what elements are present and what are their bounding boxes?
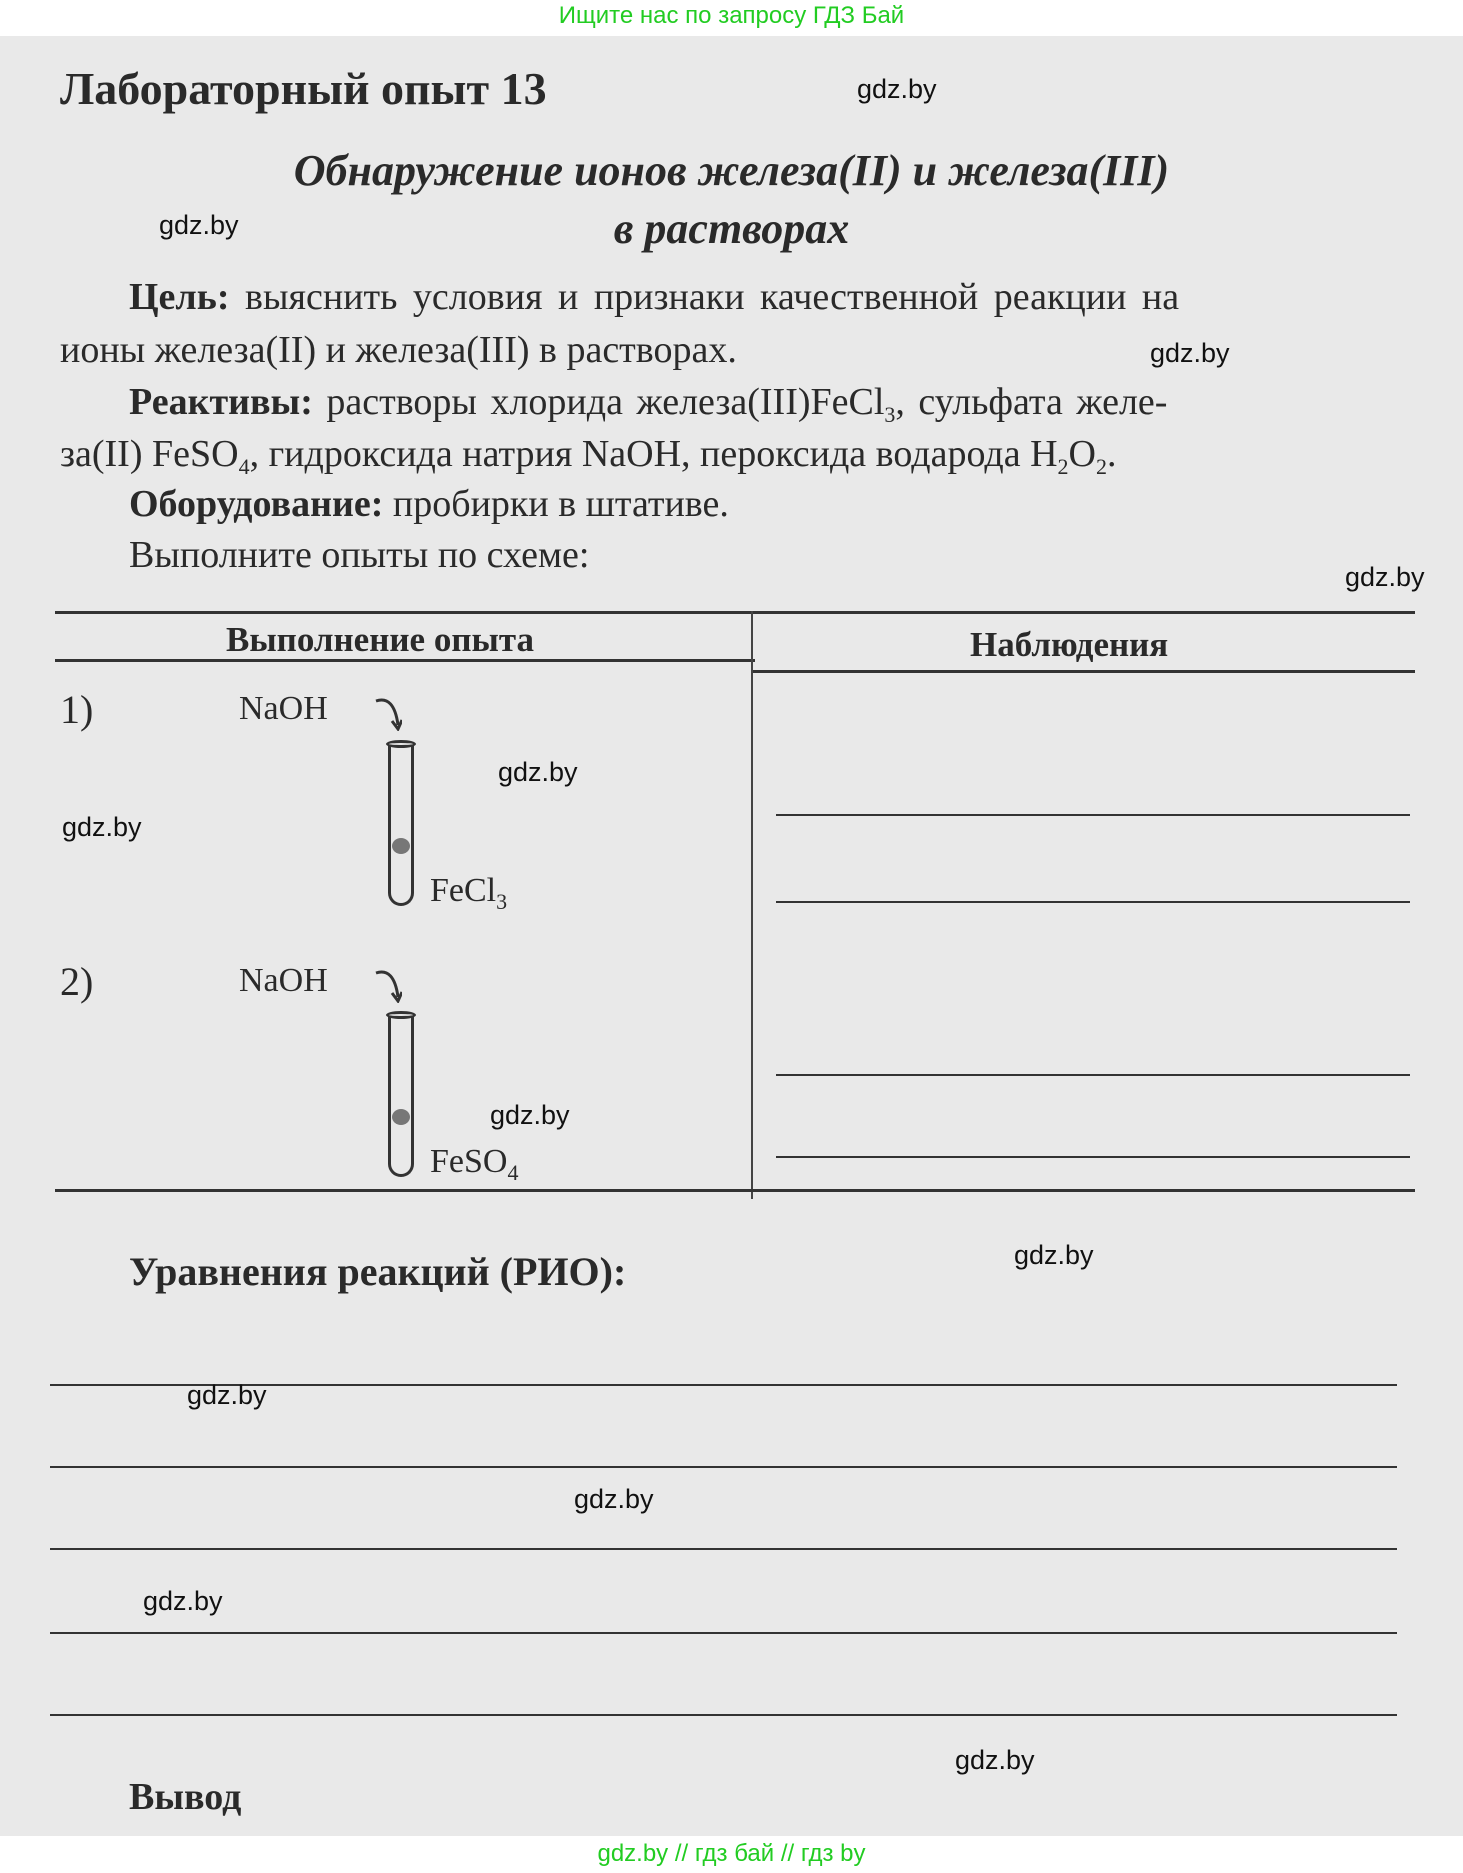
equations-heading bbox=[129, 1250, 626, 1294]
search-banner[interactable]: Ищите нас по запросу ГДЗ Бай bbox=[558, 2, 905, 29]
test-tube-icon bbox=[388, 746, 414, 906]
experiment-number: 1) bbox=[60, 687, 94, 732]
watermark: gdz.by bbox=[143, 1586, 223, 1616]
reagent-label: NaOH bbox=[239, 690, 328, 727]
pour-arrow-icon bbox=[372, 695, 402, 731]
equation-answer-line[interactable] bbox=[50, 1714, 1397, 1716]
watermark: gdz.by bbox=[1345, 562, 1425, 592]
subscript: 2 bbox=[1057, 454, 1069, 479]
reagents-text: за(II) FeSO bbox=[60, 433, 239, 475]
equation-answer-line[interactable] bbox=[50, 1466, 1397, 1468]
table-header-border bbox=[751, 670, 1415, 673]
conclusion-label: Вывод bbox=[129, 1776, 242, 1818]
equipment-text: пробирки в штативе. bbox=[383, 483, 729, 525]
solution-label bbox=[430, 1143, 519, 1185]
watermark: gdz.by bbox=[62, 812, 142, 842]
watermark: gdz.by bbox=[1150, 338, 1230, 368]
reagents-line1 bbox=[129, 380, 1168, 427]
reagents-text: растворы хлорида железа(III)FeCl bbox=[312, 381, 885, 423]
experiment-number: 2) bbox=[60, 959, 94, 1004]
reagents-text: . bbox=[1106, 433, 1117, 475]
equations-label: Уравнения реакций (РИО): bbox=[129, 1249, 627, 1294]
table-column-divider bbox=[751, 611, 753, 1199]
solution-formula: FeSO bbox=[430, 1143, 508, 1180]
reagents-text: , сульфата желе- bbox=[895, 381, 1168, 423]
watermark: gdz.by bbox=[159, 210, 239, 240]
test-tube-icon bbox=[388, 1017, 414, 1177]
pour-arrow-icon bbox=[372, 967, 402, 1003]
reagents-text: O bbox=[1068, 433, 1096, 475]
subscript: 4 bbox=[507, 1160, 519, 1185]
goal-label: Цель: bbox=[129, 276, 230, 318]
page-title: Лабораторный опыт 13 bbox=[60, 63, 547, 114]
subscript: 4 bbox=[238, 454, 250, 479]
equipment-label: Оборудование: bbox=[129, 483, 384, 525]
observation-answer-line[interactable] bbox=[776, 1074, 1410, 1076]
equation-answer-line[interactable] bbox=[50, 1548, 1397, 1550]
reagents-text: , гидроксида натрия NaOH, пероксида водарода H bbox=[249, 433, 1058, 475]
reagents-line2 bbox=[60, 432, 1117, 479]
watermark: gdz.by bbox=[490, 1100, 570, 1130]
column-header-observations: Наблюдения bbox=[970, 625, 1169, 664]
conclusion-heading bbox=[129, 1775, 241, 1819]
subtitle-line2: в растворах bbox=[613, 204, 850, 253]
goal-text: выяснить условия и признаки качественной реакции на bbox=[229, 276, 1180, 318]
subtitle-line1: Обнаружение ионов железа(II) и железа(III) bbox=[293, 146, 1170, 195]
observation-answer-line[interactable] bbox=[776, 814, 1410, 816]
observation-answer-line[interactable] bbox=[776, 1156, 1410, 1158]
watermark: gdz.by bbox=[498, 757, 578, 787]
watermark: gdz.by bbox=[857, 74, 937, 104]
table-top-border bbox=[55, 611, 1415, 614]
goal-line2: ионы железа(II) и железа(III) в растворах. bbox=[60, 329, 737, 371]
solution-formula: FeCl bbox=[430, 872, 497, 909]
table-bottom-border bbox=[55, 1189, 1415, 1192]
reagents-label: Реактивы: bbox=[129, 381, 313, 423]
equation-answer-line[interactable] bbox=[50, 1632, 1397, 1634]
subscript: 3 bbox=[496, 889, 508, 914]
footer-links[interactable]: gdz.by // гдз бай // гдз by bbox=[597, 1840, 866, 1867]
solution-label bbox=[430, 872, 508, 914]
watermark: gdz.by bbox=[187, 1380, 267, 1410]
watermark: gdz.by bbox=[574, 1484, 654, 1514]
subscript: 2 bbox=[1095, 454, 1107, 479]
goal-line1 bbox=[129, 275, 1179, 319]
instruction: Выполните опыты по схеме: bbox=[129, 534, 590, 576]
observation-answer-line[interactable] bbox=[776, 901, 1410, 903]
reagent-label: NaOH bbox=[239, 962, 328, 999]
watermark: gdz.by bbox=[1014, 1240, 1094, 1270]
column-header-procedure: Выполнение опыта bbox=[226, 620, 534, 659]
subscript: 3 bbox=[884, 402, 896, 427]
equipment-line bbox=[129, 482, 729, 526]
watermark: gdz.by bbox=[955, 1745, 1035, 1775]
